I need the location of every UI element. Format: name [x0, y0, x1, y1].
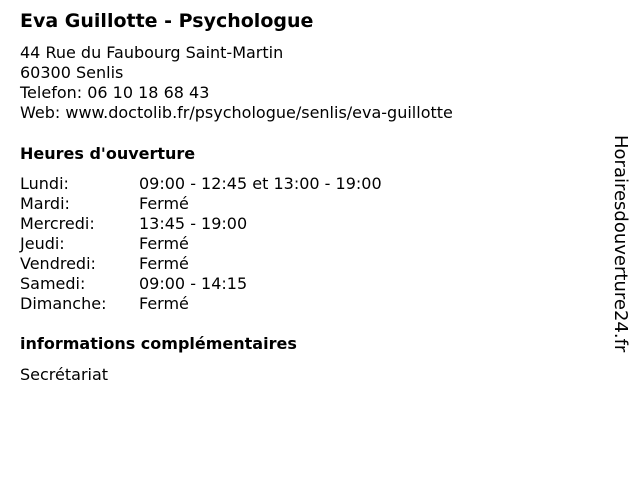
time-value: Fermé [139, 234, 189, 253]
info-text: Secrétariat [20, 365, 109, 384]
day-label: Vendredi: [20, 254, 96, 273]
time-value: Fermé [139, 254, 189, 273]
time-value: Fermé [139, 194, 189, 213]
day-label: Lundi: [20, 174, 69, 193]
info-heading: informations complémentaires [20, 334, 297, 353]
day-label: Mercredi: [20, 214, 95, 233]
day-label: Jeudi: [20, 234, 65, 253]
contact-block [20, 43, 453, 123]
city-postal: 60300 Senlis [20, 63, 124, 82]
street-address: 44 Rue du Faubourg Saint-Martin [20, 43, 284, 62]
phone-number: Telefon: 06 10 18 68 43 [20, 83, 210, 102]
time-value: 09:00 - 14:15 [139, 274, 248, 293]
page-title: Eva Guillotte - Psychologue [20, 10, 314, 32]
time-value: 09:00 - 12:45 et 13:00 - 19:00 [139, 174, 382, 193]
time-value: Fermé [139, 294, 189, 313]
time-value: 13:45 - 19:00 [139, 214, 248, 233]
website-link: Web: www.doctolib.fr/psychologue/senlis/eva-guillotte [20, 103, 453, 122]
brand-watermark: Horairesdouverture24.fr [610, 135, 631, 353]
day-label: Samedi: [20, 274, 86, 293]
hours-heading: Heures d'ouverture [20, 144, 196, 163]
day-label: Dimanche: [20, 294, 107, 313]
day-label: Mardi: [20, 194, 70, 213]
